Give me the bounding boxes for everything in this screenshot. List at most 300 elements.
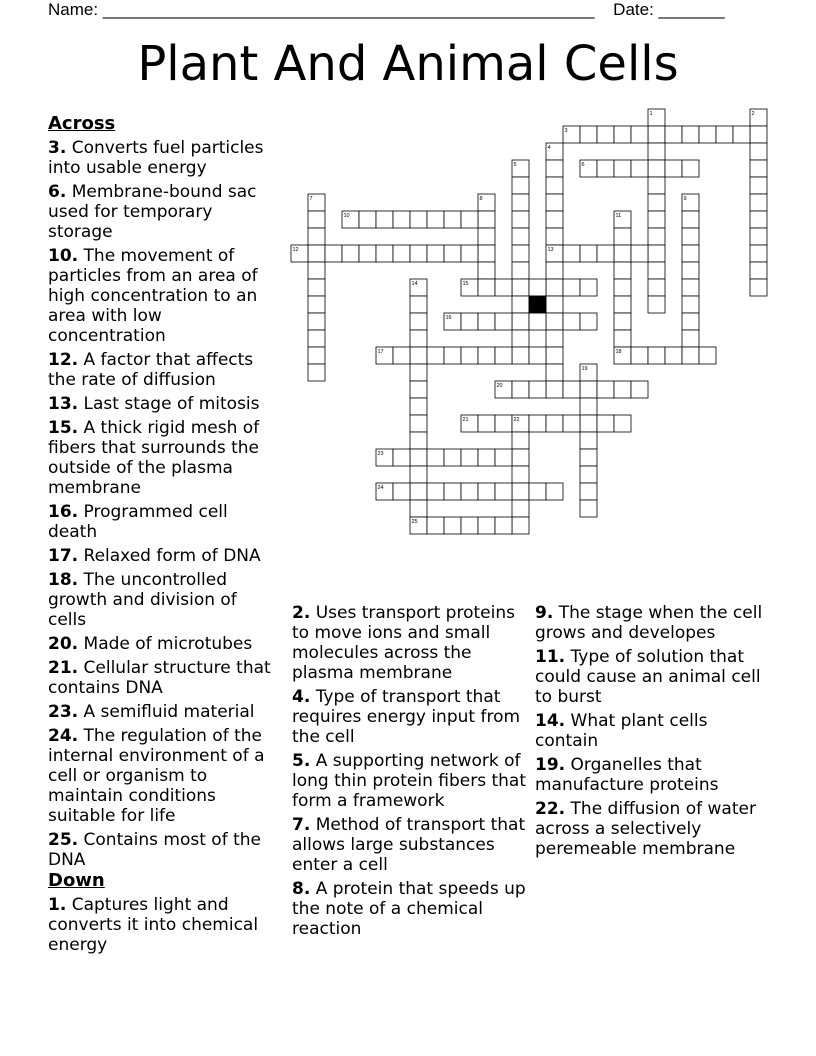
grid-cell[interactable] <box>682 262 699 279</box>
grid-cell[interactable] <box>648 228 665 245</box>
grid-cell[interactable] <box>750 194 767 211</box>
grid-cell-number: 13 <box>547 247 554 253</box>
clue-text: Cellular structure that contains DNA <box>48 658 271 698</box>
grid-cell[interactable] <box>478 483 495 500</box>
grid-cell[interactable] <box>410 500 427 517</box>
grid-cell[interactable] <box>682 228 699 245</box>
grid-cell-number: 5 <box>513 162 517 168</box>
grid-cell[interactable] <box>631 126 648 143</box>
grid-cell[interactable] <box>512 211 529 228</box>
clue-text: Converts fuel particles into usable energy <box>48 138 264 178</box>
clue-item <box>535 647 775 707</box>
clues-left-column <box>48 113 276 955</box>
grid-cell[interactable] <box>512 466 529 483</box>
grid-cell[interactable] <box>444 245 461 262</box>
clue-text: Uses transport proteins to move ions and small molecules across the plasma membrane <box>292 603 515 683</box>
clue-item <box>48 394 276 414</box>
grid-cell[interactable] <box>495 415 512 432</box>
grid-cell[interactable] <box>410 245 427 262</box>
clue-item <box>292 815 528 875</box>
grid-cell[interactable] <box>614 279 631 296</box>
clue-text: Captures light and converts it into chemical energy <box>48 895 259 955</box>
name-field-label[interactable]: Name: ____________________________________________________ <box>48 0 595 19</box>
clue-text: Membrane-bound sac used for temporary storage <box>48 182 257 242</box>
clue-number: 10. <box>48 246 79 266</box>
clue-item <box>48 570 276 630</box>
grid-cell[interactable] <box>614 126 631 143</box>
clue-text: Relaxed form of DNA <box>78 546 261 566</box>
grid-cell[interactable] <box>410 483 427 500</box>
clue-item <box>48 502 276 542</box>
grid-cell[interactable] <box>478 517 495 534</box>
clue-number: 11. <box>535 647 566 667</box>
grid-cell[interactable] <box>648 143 665 160</box>
grid-cell[interactable] <box>512 313 529 330</box>
grid-cell[interactable] <box>580 245 597 262</box>
grid-cell[interactable] <box>478 211 495 228</box>
clue-number: 12. <box>48 350 79 370</box>
down-clue-list-left <box>48 895 276 955</box>
grid-cell[interactable] <box>512 177 529 194</box>
clue-number: 18. <box>48 570 79 590</box>
grid-cell[interactable] <box>699 347 716 364</box>
grid-cell[interactable] <box>631 160 648 177</box>
grid-cell[interactable] <box>597 381 614 398</box>
clue-item <box>48 895 276 955</box>
clue-number: 23. <box>48 702 79 722</box>
grid-cell[interactable] <box>444 483 461 500</box>
clue-number: 25. <box>48 830 79 850</box>
clue-item <box>292 879 528 939</box>
grid-cell[interactable] <box>308 313 325 330</box>
grid-cell[interactable] <box>546 262 563 279</box>
grid-cell-number: 24 <box>377 485 384 491</box>
grid-cell[interactable] <box>580 279 597 296</box>
grid-cell[interactable] <box>546 194 563 211</box>
clue-number: 16. <box>48 502 79 522</box>
grid-cell[interactable] <box>427 483 444 500</box>
grid-cell[interactable] <box>512 517 529 534</box>
grid-cell[interactable] <box>461 313 478 330</box>
grid-cell[interactable] <box>563 381 580 398</box>
grid-cell[interactable] <box>750 126 767 143</box>
clue-text: Last stage of mitosis <box>78 394 260 414</box>
clues-right-column <box>535 599 775 859</box>
clue-item <box>48 350 276 390</box>
grid-cell[interactable] <box>614 160 631 177</box>
grid-cell[interactable] <box>648 279 665 296</box>
grid-cell[interactable] <box>444 517 461 534</box>
grid-cell[interactable] <box>665 126 682 143</box>
grid-cell[interactable] <box>410 313 427 330</box>
grid-cell-number: 10 <box>343 213 350 219</box>
clue-number: 24. <box>48 726 79 746</box>
grid-cell[interactable] <box>393 347 410 364</box>
grid-cell[interactable] <box>478 245 495 262</box>
grid-cell[interactable] <box>546 415 563 432</box>
grid-cell[interactable] <box>648 177 665 194</box>
grid-cell[interactable] <box>546 228 563 245</box>
clue-item <box>48 726 276 826</box>
grid-cell-number: 2 <box>751 111 755 117</box>
clue-number: 13. <box>48 394 79 414</box>
down-clue-list-middle <box>292 603 528 939</box>
clue-text: The diffusion of water across a selectively peremeable membrane <box>535 799 756 859</box>
grid-cell[interactable] <box>750 245 767 262</box>
grid-cell[interactable] <box>563 415 580 432</box>
grid-cell[interactable] <box>580 500 597 517</box>
clue-item <box>535 799 775 859</box>
grid-cell[interactable] <box>546 347 563 364</box>
grid-cell[interactable] <box>444 449 461 466</box>
grid-cell[interactable] <box>614 381 631 398</box>
clue-item <box>48 658 276 698</box>
grid-cell[interactable] <box>580 313 597 330</box>
grid-cell-number: 21 <box>462 417 469 423</box>
grid-cell-number: 16 <box>445 315 452 321</box>
grid-cell[interactable] <box>461 211 478 228</box>
grid-cell[interactable] <box>733 126 750 143</box>
grid-cell[interactable] <box>648 194 665 211</box>
grid-cell[interactable] <box>495 449 512 466</box>
grid-cell[interactable] <box>750 211 767 228</box>
grid-cell[interactable] <box>563 245 580 262</box>
grid-cell[interactable] <box>461 449 478 466</box>
grid-cell[interactable] <box>444 347 461 364</box>
grid-cell[interactable] <box>682 330 699 347</box>
grid-cell[interactable] <box>563 279 580 296</box>
grid-cell[interactable] <box>529 483 546 500</box>
grid-cell-number: 12 <box>292 247 299 253</box>
grid-cell[interactable] <box>512 381 529 398</box>
grid-cell[interactable] <box>750 177 767 194</box>
grid-cell-number: 1 <box>649 111 653 117</box>
grid-cell[interactable] <box>597 415 614 432</box>
clue-text: A protein that speeds up the note of a chemical reaction <box>292 879 526 939</box>
grid-cell[interactable] <box>308 262 325 279</box>
down-clue-list-right <box>535 603 775 859</box>
grid-cell[interactable] <box>716 126 733 143</box>
grid-cell[interactable] <box>461 517 478 534</box>
grid-cell[interactable] <box>410 432 427 449</box>
grid-cell[interactable] <box>495 313 512 330</box>
clue-text: Made of microtubes <box>78 634 253 654</box>
grid-cell[interactable] <box>359 211 376 228</box>
grid-cell[interactable] <box>546 330 563 347</box>
clue-text: Method of transport that allows large substances enter a cell <box>292 815 526 875</box>
grid-cell-number: 6 <box>581 162 585 168</box>
clue-item <box>48 830 276 870</box>
clue-text: A supporting network of long thin protein fibers that form a framework <box>292 751 526 811</box>
grid-cell[interactable] <box>648 245 665 262</box>
clue-number: 22. <box>535 799 566 819</box>
grid-cell[interactable] <box>478 449 495 466</box>
grid-cell[interactable] <box>546 364 563 381</box>
grid-cell[interactable] <box>580 449 597 466</box>
grid-cell[interactable] <box>580 126 597 143</box>
clue-number: 19. <box>535 755 566 775</box>
grid-cell[interactable] <box>682 126 699 143</box>
clue-item <box>48 418 276 498</box>
grid-cell-number: 11 <box>615 213 622 219</box>
grid-cell[interactable] <box>614 245 631 262</box>
grid-cell[interactable] <box>410 415 427 432</box>
grid-cell[interactable] <box>546 160 563 177</box>
grid-cell[interactable] <box>631 381 648 398</box>
grid-cell[interactable] <box>580 466 597 483</box>
date-field-label[interactable]: Date: _______ <box>613 0 725 19</box>
grid-cell[interactable] <box>461 245 478 262</box>
grid-cell[interactable] <box>308 347 325 364</box>
grid-cell[interactable] <box>478 262 495 279</box>
grid-cell[interactable] <box>614 296 631 313</box>
grid-cell[interactable] <box>410 398 427 415</box>
grid-cell-number: 15 <box>462 281 469 287</box>
clue-number: 20. <box>48 634 79 654</box>
grid-cell[interactable] <box>478 313 495 330</box>
grid-cell[interactable] <box>682 160 699 177</box>
grid-cell[interactable] <box>512 245 529 262</box>
grid-cell[interactable] <box>614 330 631 347</box>
grid-cell[interactable] <box>529 347 546 364</box>
clue-text: The regulation of the internal environment of a cell or organism to maintain conditions suitable for life <box>48 726 265 826</box>
clue-number: 2. <box>292 603 311 623</box>
grid-cell[interactable] <box>308 296 325 313</box>
clue-text: Contains most of the DNA <box>48 830 261 870</box>
grid-cell[interactable] <box>478 279 495 296</box>
grid-cell-number: 17 <box>377 349 384 355</box>
clue-number: 14. <box>535 711 566 731</box>
grid-cell[interactable] <box>393 449 410 466</box>
grid-cell[interactable] <box>512 449 529 466</box>
grid-cell[interactable] <box>308 211 325 228</box>
page-title: Plant And Animal Cells <box>137 36 679 92</box>
grid-black-cell <box>529 296 546 313</box>
grid-cell-number: 14 <box>411 281 418 287</box>
grid-cell[interactable] <box>580 483 597 500</box>
grid-cell[interactable] <box>410 381 427 398</box>
grid-cell[interactable] <box>546 296 563 313</box>
grid-cell[interactable] <box>563 313 580 330</box>
grid-cell[interactable] <box>614 262 631 279</box>
grid-cell[interactable] <box>682 347 699 364</box>
grid-cell-number: 8 <box>479 196 483 202</box>
grid-cell[interactable] <box>750 160 767 177</box>
grid-cell[interactable] <box>308 228 325 245</box>
grid-cell[interactable] <box>631 245 648 262</box>
grid-cell[interactable] <box>461 483 478 500</box>
grid-cell-number: 18 <box>615 349 622 355</box>
grid-cell[interactable] <box>512 347 529 364</box>
grid-cell[interactable] <box>529 415 546 432</box>
grid-cell-number: 9 <box>683 196 687 202</box>
grid-cell[interactable] <box>359 245 376 262</box>
grid-cell[interactable] <box>580 415 597 432</box>
grid-cell[interactable] <box>682 245 699 262</box>
clue-item <box>535 603 775 643</box>
grid-cell[interactable] <box>427 347 444 364</box>
grid-cell[interactable] <box>427 211 444 228</box>
grid-cell[interactable] <box>478 347 495 364</box>
grid-cell-number: 22 <box>513 417 520 423</box>
grid-cell[interactable] <box>750 262 767 279</box>
grid-cell[interactable] <box>682 313 699 330</box>
clue-text: A factor that affects the rate of diffusion <box>48 350 254 390</box>
grid-cell[interactable] <box>597 126 614 143</box>
clue-number: 1. <box>48 895 67 915</box>
clue-number: 3. <box>48 138 67 158</box>
clue-item <box>292 751 528 811</box>
grid-cell[interactable] <box>750 143 767 160</box>
grid-cell[interactable] <box>546 211 563 228</box>
grid-cell[interactable] <box>512 262 529 279</box>
grid-cell[interactable] <box>529 313 546 330</box>
grid-cell[interactable] <box>580 398 597 415</box>
grid-cell[interactable] <box>512 500 529 517</box>
clue-number: 8. <box>292 879 311 899</box>
clue-text: A semifluid material <box>78 702 255 722</box>
down-heading: Down <box>48 870 105 891</box>
grid-cell[interactable] <box>410 449 427 466</box>
grid-cell-number: 19 <box>581 366 588 372</box>
grid-cell[interactable] <box>410 347 427 364</box>
clue-number: 17. <box>48 546 79 566</box>
grid-cell[interactable] <box>393 483 410 500</box>
clue-number: 7. <box>292 815 311 835</box>
grid-cell[interactable] <box>495 347 512 364</box>
grid-cell[interactable] <box>682 279 699 296</box>
grid-cell[interactable] <box>308 364 325 381</box>
grid-cell-number: 25 <box>411 519 418 525</box>
grid-cell[interactable] <box>512 228 529 245</box>
clue-number: 21. <box>48 658 79 678</box>
clue-number: 9. <box>535 603 554 623</box>
clue-text: The uncontrolled growth and division of cells <box>48 570 237 630</box>
grid-cell-number: 3 <box>564 128 568 134</box>
clue-text: Programmed cell death <box>48 502 228 542</box>
grid-cell[interactable] <box>495 517 512 534</box>
grid-cell-number: 4 <box>547 145 551 151</box>
grid-cell-number: 20 <box>496 383 503 389</box>
grid-cell[interactable] <box>529 279 546 296</box>
grid-cell[interactable] <box>410 466 427 483</box>
grid-cell[interactable] <box>308 279 325 296</box>
clue-number: 4. <box>292 687 311 707</box>
grid-cell[interactable] <box>648 296 665 313</box>
clue-number: 6. <box>48 182 67 202</box>
clue-text: A thick rigid mesh of fibers that surrounds the outside of the plasma membrane <box>48 418 260 498</box>
grid-cell[interactable] <box>665 160 682 177</box>
grid-cell[interactable] <box>750 279 767 296</box>
grid-cell[interactable] <box>444 211 461 228</box>
grid-cell[interactable] <box>512 432 529 449</box>
grid-cell[interactable] <box>325 245 342 262</box>
clue-number: 15. <box>48 418 79 438</box>
grid-cell[interactable] <box>393 245 410 262</box>
grid-cell[interactable] <box>308 245 325 262</box>
grid-cell[interactable] <box>376 245 393 262</box>
grid-cell[interactable] <box>631 347 648 364</box>
clue-number: 5. <box>292 751 311 771</box>
grid-cell[interactable] <box>750 228 767 245</box>
grid-cell[interactable] <box>495 279 512 296</box>
grid-cell[interactable] <box>682 211 699 228</box>
grid-cell[interactable] <box>427 449 444 466</box>
grid-cell[interactable] <box>410 330 427 347</box>
grid-cell[interactable] <box>597 160 614 177</box>
grid-cell[interactable] <box>580 432 597 449</box>
across-clue-list <box>48 138 276 870</box>
grid-cell[interactable] <box>495 483 512 500</box>
clue-text: What plant cells contain <box>535 711 708 751</box>
clue-text: The stage when the cell grows and developes <box>535 603 763 643</box>
clue-item <box>48 138 276 178</box>
grid-cell[interactable] <box>461 347 478 364</box>
clue-item <box>48 182 276 242</box>
grid-cell[interactable] <box>376 211 393 228</box>
grid-cell[interactable] <box>512 483 529 500</box>
grid-cell[interactable] <box>614 415 631 432</box>
grid-cell[interactable] <box>478 228 495 245</box>
grid-cell[interactable] <box>665 347 682 364</box>
grid-cell[interactable] <box>648 262 665 279</box>
clue-text: Organelles that manufacture proteins <box>535 755 719 795</box>
grid-cell[interactable] <box>614 228 631 245</box>
grid-cell[interactable] <box>546 279 563 296</box>
clue-item <box>292 603 528 683</box>
grid-cell[interactable] <box>648 160 665 177</box>
grid-cell[interactable] <box>512 194 529 211</box>
grid-cell-number: 23 <box>377 451 384 457</box>
grid-cell[interactable] <box>342 245 359 262</box>
grid-cell[interactable] <box>393 211 410 228</box>
grid-cell[interactable] <box>648 347 665 364</box>
grid-cell[interactable] <box>546 313 563 330</box>
grid-cell[interactable] <box>648 126 665 143</box>
grid-cell[interactable] <box>512 330 529 347</box>
grid-cell[interactable] <box>512 279 529 296</box>
clue-item <box>48 546 276 566</box>
clue-item <box>535 711 775 751</box>
grid-cell[interactable] <box>427 517 444 534</box>
grid-cell[interactable] <box>546 177 563 194</box>
grid-cell[interactable] <box>682 296 699 313</box>
grid-cell[interactable] <box>597 245 614 262</box>
clue-text: Type of transport that requires energy input from the cell <box>292 687 521 747</box>
clue-item <box>48 634 276 654</box>
grid-cell-number: 7 <box>309 196 313 202</box>
grid-cell[interactable] <box>308 330 325 347</box>
clue-item <box>535 755 775 795</box>
grid-cell[interactable] <box>410 211 427 228</box>
clue-text: The movement of particles from an area of high concentration to an area with low concentration <box>48 246 258 346</box>
grid-cell[interactable] <box>699 126 716 143</box>
grid-cell[interactable] <box>427 245 444 262</box>
across-heading: Across <box>48 113 116 134</box>
grid-cell[interactable] <box>580 381 597 398</box>
grid-cell[interactable] <box>410 364 427 381</box>
grid-cell[interactable] <box>546 381 563 398</box>
grid-cell[interactable] <box>546 483 563 500</box>
clues-middle-column <box>292 599 528 939</box>
grid-cell[interactable] <box>512 296 529 313</box>
grid-cell[interactable] <box>529 381 546 398</box>
grid-cell[interactable] <box>410 296 427 313</box>
grid-cell[interactable] <box>614 313 631 330</box>
clue-item <box>292 687 528 747</box>
grid-cell[interactable] <box>478 415 495 432</box>
grid-cell[interactable] <box>648 211 665 228</box>
